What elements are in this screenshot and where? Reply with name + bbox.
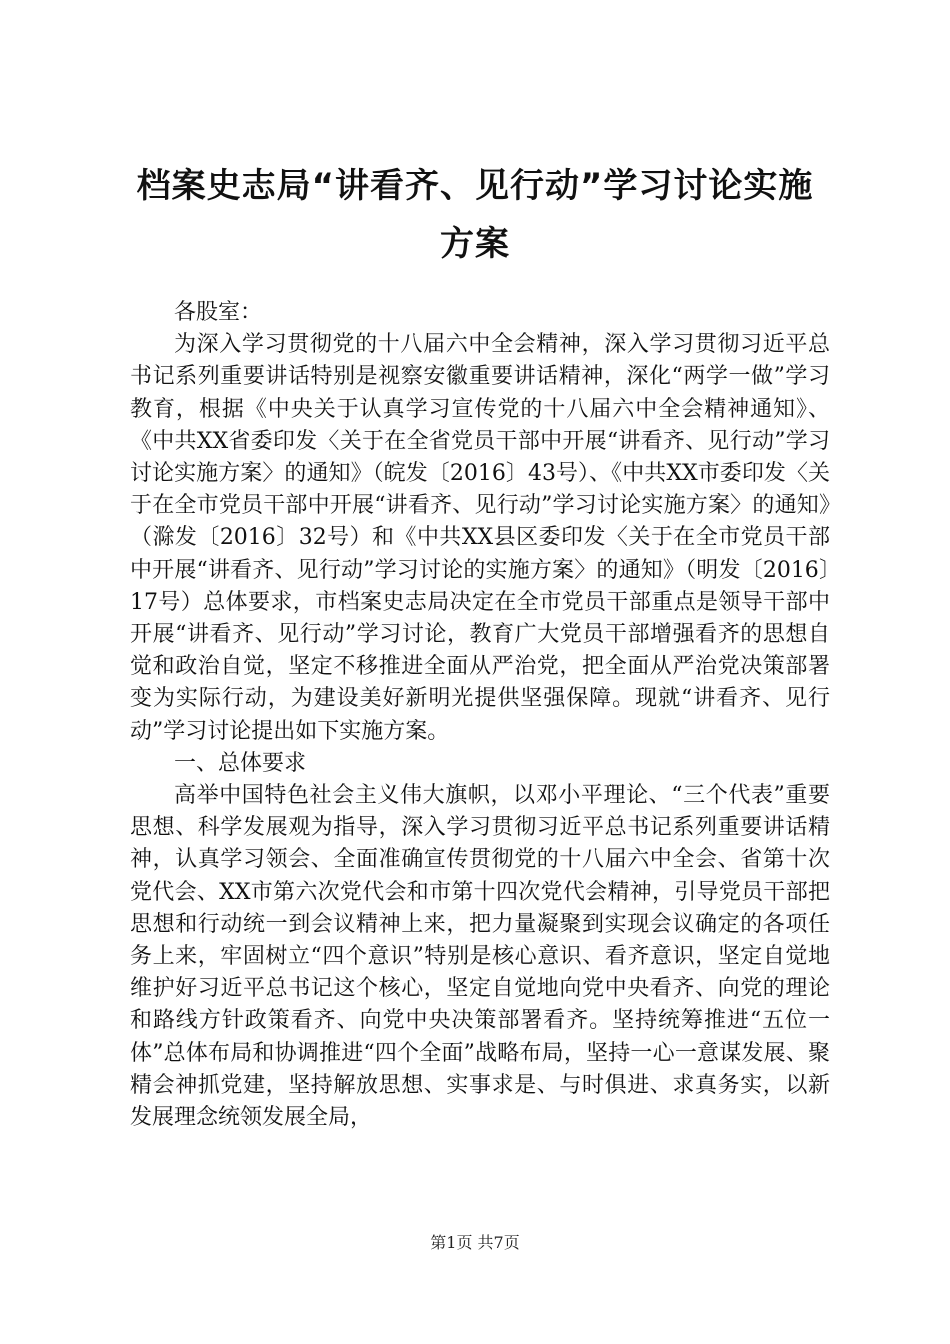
paragraph-intro: 为深入学习贯彻党的十八届六中全会精神，深入学习贯彻习近平总书记系列重要讲话特别是视察安徽重要讲话精神，深化“两学一做”学习教育，根据《中央关于认真学习宣传党的十八届六中全会精神通知》、《中共XX省委印发〈关于在全省党员干部中开展“讲看齐、见行动”学习讨论实施方案〉的通知》（皖发〔2016〕43号）、《中共XX市委印发〈关于在全市党员干部中开展“讲看齐、见行动”学习讨论实施方案〉的通知》（滁发〔2016〕32号）和《中共XX县区委印发〈关于在全市党员干部中开展“讲看齐、见行动”学习讨论的实施方案〉的通知》（明发〔2016〕17号）总体要求，市档案史志局决定在全市党员干部重点是领导干部中开展“讲看齐、见行动”学习讨论，教育广大党员干部增强看齐的思想自觉和政治自觉，坚定不移推进全面从严治党，把全面从严治党决策部署变为实际行动，为建设美好新明光提供坚强保障。现就“讲看齐、见行动”学习讨论提出如下实施方案。 bbox=[130, 332, 830, 744]
document-title-line-2: 方案 bbox=[440, 224, 510, 264]
document-title-line-1: 档案史志局“讲看齐、见行动”学习讨论实施 bbox=[136, 166, 814, 206]
page-footer: 第1页 共7页 bbox=[430, 1233, 520, 1252]
section-heading-general-requirements: 一、总体要求 bbox=[174, 750, 307, 776]
salutation: 各股室： bbox=[174, 300, 263, 325]
document-body bbox=[130, 297, 830, 1134]
paragraph-general-requirements: 高举中国特色社会主义伟大旗帜，以邓小平理论、“三个代表”重要思想、科学发展观为指导，深入学习贯彻习近平总书记系列重要讲话精神，认真学习领会、全面准确宣传贯彻党的十八届六中全会、省第十次党代会、XX市第六次党代会和市第十四次党代会精神，引导党员干部把思想和行动统一到会议精神上来，把力量凝聚到实现会议确定的各项任务上来，牢固树立“四个意识”特别是核心意识、看齐意识，坚定自觉地维护好习近平总书记这个核心，坚定自觉地向党中央看齐、向党的理论和路线方针政策看齐、向党中央决策部署看齐。坚持统筹推进“五位一体”总体布局和协调推进“四个全面”战略布局，坚持一心一意谋发展、聚精会神抓党建，坚持解放思想、实事求是、与时俱进、求真务实，以新发展理念统领发展全局， bbox=[130, 783, 830, 1131]
